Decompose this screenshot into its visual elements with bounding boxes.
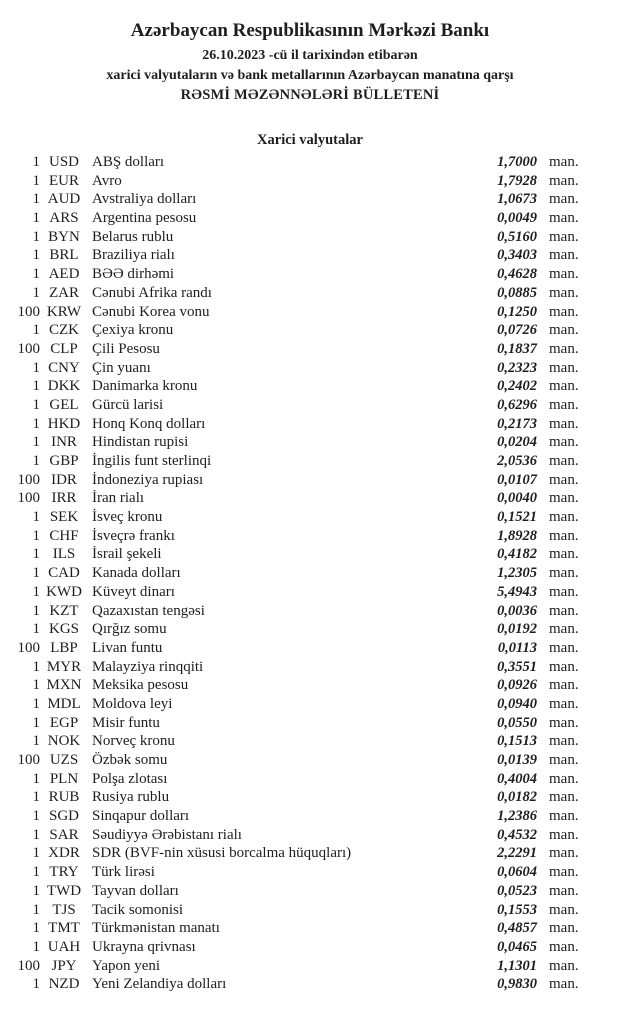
currency-code-cell: XDR xyxy=(48,845,80,862)
unit-label-cell: man. xyxy=(549,864,579,881)
unit-label-cell: man. xyxy=(549,172,579,189)
rate-value-cell: 2,0536 xyxy=(497,453,537,469)
unit-label-cell: man. xyxy=(549,565,579,582)
unit-label-cell: man. xyxy=(549,453,579,469)
currency-code-cell: AED xyxy=(48,266,80,283)
quantity-cell: 1 xyxy=(32,976,40,993)
quantity-cell: 1 xyxy=(32,210,40,227)
unit-label-cell: man. xyxy=(549,340,579,357)
currency-name-cell: Çin yuanı xyxy=(92,359,151,376)
rate-value-cell: 0,6296 xyxy=(497,396,537,413)
rate-row xyxy=(0,602,620,621)
quantity-cell: 1 xyxy=(32,920,40,937)
currency-name-cell: Qazaxıstan tengəsi xyxy=(92,602,205,619)
rate-row xyxy=(0,433,620,452)
currency-code-cell: EGP xyxy=(49,714,79,731)
quantity-cell: 1 xyxy=(32,378,40,395)
quantity-cell: 1 xyxy=(32,453,40,469)
currency-name-cell: İran rialı xyxy=(92,490,145,507)
currency-name-cell: Səudiyyə Ərəbistanı rialı xyxy=(92,826,242,843)
rate-value-cell: 0,0604 xyxy=(497,864,537,881)
quantity-cell: 1 xyxy=(32,826,40,843)
currency-name-cell: Misir funtu xyxy=(92,714,160,731)
quantity-cell: 1 xyxy=(32,789,40,806)
rate-row xyxy=(0,770,620,789)
unit-label-cell: man. xyxy=(549,976,579,993)
rate-value-cell: 0,0049 xyxy=(497,210,537,227)
unit-label-cell: man. xyxy=(549,639,579,656)
currency-code-cell: IDR xyxy=(51,471,77,488)
rate-row xyxy=(0,340,620,359)
currency-name-cell: Özbək somu xyxy=(92,752,168,768)
unit-label-cell: man. xyxy=(549,602,579,619)
unit-label-cell: man. xyxy=(549,677,579,694)
currency-name-cell: Norveç kronu xyxy=(92,733,175,750)
currency-name-cell: Çili Pesosu xyxy=(92,340,160,357)
quantity-cell: 100 xyxy=(17,471,40,488)
quantity-cell: 1 xyxy=(32,434,40,451)
rate-row xyxy=(0,938,620,957)
unit-label-cell: man. xyxy=(549,396,579,413)
currency-name-cell: Malayziya rinqqiti xyxy=(92,658,204,675)
unit-label-cell: man. xyxy=(549,752,579,768)
rate-row xyxy=(0,695,620,714)
unit-label-cell: man. xyxy=(549,434,579,451)
rate-row xyxy=(0,377,620,396)
rate-value-cell: 0,0926 xyxy=(497,677,537,694)
currency-code-cell: NOK xyxy=(47,733,81,750)
unit-label-cell: man. xyxy=(549,509,579,526)
rate-value-cell: 0,2402 xyxy=(497,378,537,395)
currency-name-cell: Yapon yeni xyxy=(92,957,161,974)
unit-label-cell: man. xyxy=(549,303,579,320)
currency-code-cell: GEL xyxy=(49,396,79,413)
rate-value-cell: 0,5160 xyxy=(497,228,537,245)
rate-value-cell: 0,0550 xyxy=(497,714,537,731)
quantity-cell: 1 xyxy=(32,845,40,862)
currency-code-cell: KGS xyxy=(48,621,79,638)
unit-label-cell: man. xyxy=(549,546,579,563)
unit-label-cell: man. xyxy=(549,920,579,937)
rate-value-cell: 0,1837 xyxy=(497,340,537,357)
currency-name-cell: Braziliya rialı xyxy=(92,247,175,264)
currency-name-cell: Türk lirəsi xyxy=(92,864,155,881)
quantity-cell: 1 xyxy=(32,266,40,283)
currency-name-cell: BƏƏ dirhəmi xyxy=(92,266,175,283)
currency-code-cell: USD xyxy=(48,154,79,170)
rate-value-cell: 0,9830 xyxy=(497,976,537,993)
rate-row xyxy=(0,471,620,490)
quantity-cell: 1 xyxy=(32,172,40,189)
rate-value-cell: 5,4943 xyxy=(497,583,537,600)
bank-title: Azərbaycan Respublikasının Mərkəzi Bankı xyxy=(130,20,490,41)
unit-label-cell: man. xyxy=(549,284,579,301)
unit-label-cell: man. xyxy=(549,471,579,488)
currency-name-cell: İsveçrə frankı xyxy=(92,527,175,544)
rate-value-cell: 0,0139 xyxy=(497,752,537,768)
currency-name-cell: Avro xyxy=(92,172,122,189)
currency-code-cell: CNY xyxy=(48,359,80,376)
currency-name-cell: Livan funtu xyxy=(92,639,163,656)
rate-row xyxy=(0,639,620,658)
rate-row xyxy=(0,863,620,882)
rate-value-cell: 1,7928 xyxy=(497,172,537,189)
rate-value-cell: 0,0113 xyxy=(497,639,537,656)
currency-name-cell: Rusiya rublu xyxy=(92,789,170,806)
currency-name-cell: Tacik somonisi xyxy=(92,901,184,918)
currency-code-cell: TRY xyxy=(49,864,79,881)
currency-name-cell: Qırğız somu xyxy=(92,621,167,638)
quantity-cell: 1 xyxy=(32,770,40,787)
currency-code-cell: KWD xyxy=(46,583,82,600)
quantity-cell: 1 xyxy=(32,658,40,675)
rate-value-cell: 0,4532 xyxy=(497,826,537,843)
rate-value-cell: 0,0726 xyxy=(497,322,537,339)
currency-code-cell: MXN xyxy=(46,677,82,694)
currency-code-cell: RUB xyxy=(48,789,80,806)
currency-code-cell: AUD xyxy=(47,191,81,208)
unit-label-cell: man. xyxy=(549,527,579,544)
currency-name-cell: Argentina pesosu xyxy=(92,210,197,227)
currency-name-cell: Meksika pesosu xyxy=(92,677,189,694)
currency-code-cell: NZD xyxy=(48,976,80,993)
rate-row xyxy=(0,751,620,770)
rate-value-cell: 2,2291 xyxy=(497,845,537,862)
unit-label-cell: man. xyxy=(549,957,579,974)
currency-code-cell: TJS xyxy=(52,901,76,918)
rate-row xyxy=(0,732,620,751)
currency-code-cell: KRW xyxy=(46,303,82,320)
rate-row xyxy=(0,321,620,340)
currency-code-cell: BRL xyxy=(49,247,79,264)
currency-code-cell: JPY xyxy=(51,957,77,974)
rate-row xyxy=(0,919,620,938)
unit-label-cell: man. xyxy=(549,808,579,825)
unit-label-cell: man. xyxy=(549,733,579,750)
currency-name-cell: Tayvan dolları xyxy=(92,882,179,899)
currency-code-cell: LBP xyxy=(50,639,78,656)
quantity-cell: 100 xyxy=(17,752,40,768)
bulletin-subtitle: xarici valyutaların və bank metallarının Azərbaycan manatına qarşı xyxy=(106,68,514,83)
quantity-cell: 1 xyxy=(32,284,40,301)
currency-code-cell: TMT xyxy=(48,920,80,937)
currency-name-cell: Yeni Zelandiya dolları xyxy=(92,976,227,993)
currency-name-cell: Ukrayna qrivnası xyxy=(92,938,196,955)
rate-value-cell: 0,1513 xyxy=(497,733,537,750)
currency-name-cell: Cənubi Korea vonu xyxy=(92,303,210,320)
currency-name-cell: Avstraliya dolları xyxy=(92,191,197,208)
rate-value-cell: 0,0204 xyxy=(497,434,537,451)
unit-label-cell: man. xyxy=(549,191,579,208)
rate-value-cell: 0,0036 xyxy=(497,602,537,619)
rate-value-cell: 1,7000 xyxy=(497,154,537,170)
quantity-cell: 1 xyxy=(32,565,40,582)
rate-value-cell: 0,4857 xyxy=(497,920,537,937)
quantity-cell: 1 xyxy=(32,602,40,619)
currency-code-cell: HKD xyxy=(47,415,81,432)
rate-row xyxy=(0,209,620,228)
rate-value-cell: 0,0523 xyxy=(497,882,537,899)
quantity-cell: 1 xyxy=(32,509,40,526)
rate-value-cell: 0,0040 xyxy=(497,490,537,507)
quantity-cell: 1 xyxy=(32,527,40,544)
rate-row xyxy=(0,415,620,434)
currency-code-cell: DKK xyxy=(47,378,81,395)
currency-code-cell: GBP xyxy=(49,453,79,469)
currency-name-cell: İsrail şekeli xyxy=(92,546,162,563)
unit-label-cell: man. xyxy=(549,415,579,432)
unit-label-cell: man. xyxy=(549,901,579,918)
unit-label-cell: man. xyxy=(549,826,579,843)
rate-value-cell: 0,0182 xyxy=(497,789,537,806)
rate-row xyxy=(0,359,620,378)
rate-row xyxy=(0,190,620,209)
rate-value-cell: 0,0107 xyxy=(497,471,537,488)
unit-label-cell: man. xyxy=(549,247,579,264)
rate-row xyxy=(0,901,620,920)
currency-name-cell: Cənubi Afrika randı xyxy=(92,284,212,301)
currency-code-cell: MDL xyxy=(47,695,81,712)
currency-name-cell: Gürcü larisi xyxy=(92,396,164,413)
currency-code-cell: SEK xyxy=(49,509,79,526)
rate-row xyxy=(0,172,620,191)
unit-label-cell: man. xyxy=(549,266,579,283)
quantity-cell: 1 xyxy=(32,322,40,339)
unit-label-cell: man. xyxy=(549,714,579,731)
quantity-cell: 1 xyxy=(32,396,40,413)
currency-name-cell: Sinqapur dolları xyxy=(92,808,190,825)
currency-code-cell: BYN xyxy=(48,228,80,245)
rate-value-cell: 0,1521 xyxy=(497,509,537,526)
rate-value-cell: 0,2323 xyxy=(497,359,537,376)
rate-row xyxy=(0,265,620,284)
quantity-cell: 100 xyxy=(17,957,40,974)
currency-code-cell: CLP xyxy=(50,340,78,357)
rate-row xyxy=(0,284,620,303)
rate-value-cell: 0,4182 xyxy=(497,546,537,563)
rate-row xyxy=(0,676,620,695)
quantity-cell: 1 xyxy=(32,808,40,825)
rate-row xyxy=(0,527,620,546)
quantity-cell: 1 xyxy=(32,695,40,712)
quantity-cell: 100 xyxy=(17,340,40,357)
currency-code-cell: SGD xyxy=(48,808,79,825)
currency-code-cell: ARS xyxy=(49,210,79,227)
rate-row xyxy=(0,303,620,322)
rate-row xyxy=(0,564,620,583)
unit-label-cell: man. xyxy=(549,359,579,376)
rate-value-cell: 0,3403 xyxy=(497,247,537,264)
quantity-cell: 1 xyxy=(32,359,40,376)
quantity-cell: 1 xyxy=(32,546,40,563)
quantity-cell: 1 xyxy=(32,415,40,432)
quantity-cell: 1 xyxy=(32,901,40,918)
rate-value-cell: 0,2173 xyxy=(497,415,537,432)
currency-name-cell: Hindistan rupisi xyxy=(92,434,189,451)
unit-label-cell: man. xyxy=(549,770,579,787)
rate-row xyxy=(0,396,620,415)
quantity-cell: 100 xyxy=(17,490,40,507)
currency-code-cell: UZS xyxy=(49,752,79,768)
currency-name-cell: İndoneziya rupiası xyxy=(92,471,204,488)
rate-value-cell: 1,1301 xyxy=(497,957,537,974)
rate-value-cell: 0,4004 xyxy=(497,770,537,787)
rate-value-cell: 0,0465 xyxy=(497,938,537,955)
quantity-cell: 1 xyxy=(32,621,40,638)
rate-value-cell: 0,4628 xyxy=(497,266,537,283)
quantity-cell: 1 xyxy=(32,154,40,170)
currency-code-cell: SAR xyxy=(49,826,79,843)
quantity-cell: 1 xyxy=(32,228,40,245)
exchange-rates-table xyxy=(0,153,620,994)
quantity-cell: 1 xyxy=(32,733,40,750)
unit-label-cell: man. xyxy=(549,695,579,712)
rate-value-cell: 1,8928 xyxy=(497,527,537,544)
unit-label-cell: man. xyxy=(549,658,579,675)
rate-row xyxy=(0,246,620,265)
currency-code-cell: CHF xyxy=(49,527,79,544)
section-title-foreign-currencies: Xarici valyutalar xyxy=(257,132,363,148)
unit-label-cell: man. xyxy=(549,621,579,638)
rate-value-cell: 1,2305 xyxy=(497,565,537,582)
rate-row xyxy=(0,153,620,172)
currency-name-cell: Moldova leyi xyxy=(92,695,173,712)
unit-label-cell: man. xyxy=(549,210,579,227)
unit-label-cell: man. xyxy=(549,322,579,339)
rate-row xyxy=(0,714,620,733)
quantity-cell: 1 xyxy=(32,938,40,955)
unit-label-cell: man. xyxy=(549,938,579,955)
rate-row xyxy=(0,489,620,508)
unit-label-cell: man. xyxy=(549,845,579,862)
rate-value-cell: 0,1553 xyxy=(497,901,537,918)
currency-code-cell: CZK xyxy=(49,322,79,339)
rate-row xyxy=(0,508,620,527)
currency-name-cell: Küveyt dinarı xyxy=(92,583,175,600)
unit-label-cell: man. xyxy=(549,882,579,899)
currency-name-cell: Türkmənistan manatı xyxy=(92,920,220,937)
quantity-cell: 1 xyxy=(32,714,40,731)
quantity-cell: 1 xyxy=(32,191,40,208)
currency-code-cell: IRR xyxy=(51,490,77,507)
currency-code-cell: UAH xyxy=(47,938,81,955)
rate-value-cell: 0,0940 xyxy=(497,695,537,712)
bulletin-title: RƏSMİ MƏZƏNNƏLƏRİ BÜLLETENİ xyxy=(180,87,440,103)
currency-name-cell: Çexiya kronu xyxy=(92,322,174,339)
currency-name-cell: ABŞ dolları xyxy=(92,154,165,170)
rate-row xyxy=(0,807,620,826)
rate-row xyxy=(0,788,620,807)
currency-name-cell: Kanada dolları xyxy=(92,565,181,582)
unit-label-cell: man. xyxy=(549,228,579,245)
currency-code-cell: CAD xyxy=(48,565,80,582)
rate-row xyxy=(0,545,620,564)
currency-code-cell: EUR xyxy=(49,172,79,189)
rate-row xyxy=(0,583,620,602)
quantity-cell: 1 xyxy=(32,247,40,264)
rate-row xyxy=(0,658,620,677)
currency-name-cell: Polşa zlotası xyxy=(92,770,168,787)
rate-row xyxy=(0,844,620,863)
rate-row xyxy=(0,957,620,976)
rate-value-cell: 0,0192 xyxy=(497,621,537,638)
currency-code-cell: MYR xyxy=(46,658,82,675)
rate-row xyxy=(0,826,620,845)
effective-date-line: 26.10.2023 -cü il tarixindən etibarən xyxy=(202,48,418,63)
quantity-cell: 100 xyxy=(17,639,40,656)
currency-name-cell: İsveç kronu xyxy=(92,509,163,526)
currency-name-cell: İngilis funt sterlinqi xyxy=(92,453,212,469)
currency-code-cell: ZAR xyxy=(49,284,79,301)
currency-name-cell: SDR (BVF-nin xüsusi borcalma hüquqları) xyxy=(92,845,352,862)
currency-code-cell: ILS xyxy=(52,546,76,563)
rate-value-cell: 0,1250 xyxy=(497,303,537,320)
quantity-cell: 1 xyxy=(32,677,40,694)
unit-label-cell: man. xyxy=(549,789,579,806)
unit-label-cell: man. xyxy=(549,583,579,600)
rate-row xyxy=(0,975,620,994)
currency-code-cell: KZT xyxy=(49,602,79,619)
currency-name-cell: Danimarka kronu xyxy=(92,378,198,395)
quantity-cell: 1 xyxy=(32,583,40,600)
unit-label-cell: man. xyxy=(549,490,579,507)
currency-name-cell: Honq Konq dolları xyxy=(92,415,206,432)
quantity-cell: 1 xyxy=(32,864,40,881)
quantity-cell: 100 xyxy=(17,303,40,320)
rate-value-cell: 0,0885 xyxy=(497,284,537,301)
rate-row xyxy=(0,620,620,639)
rate-row xyxy=(0,882,620,901)
currency-code-cell: INR xyxy=(51,434,77,451)
rate-value-cell: 1,0673 xyxy=(497,191,537,208)
currency-code-cell: PLN xyxy=(49,770,79,787)
unit-label-cell: man. xyxy=(549,378,579,395)
rate-value-cell: 0,3551 xyxy=(497,658,537,675)
rate-row xyxy=(0,228,620,247)
unit-label-cell: man. xyxy=(549,154,579,170)
rate-value-cell: 1,2386 xyxy=(497,808,537,825)
quantity-cell: 1 xyxy=(32,882,40,899)
currency-name-cell: Belarus rublu xyxy=(92,228,174,245)
currency-code-cell: TWD xyxy=(46,882,82,899)
rate-row xyxy=(0,452,620,471)
